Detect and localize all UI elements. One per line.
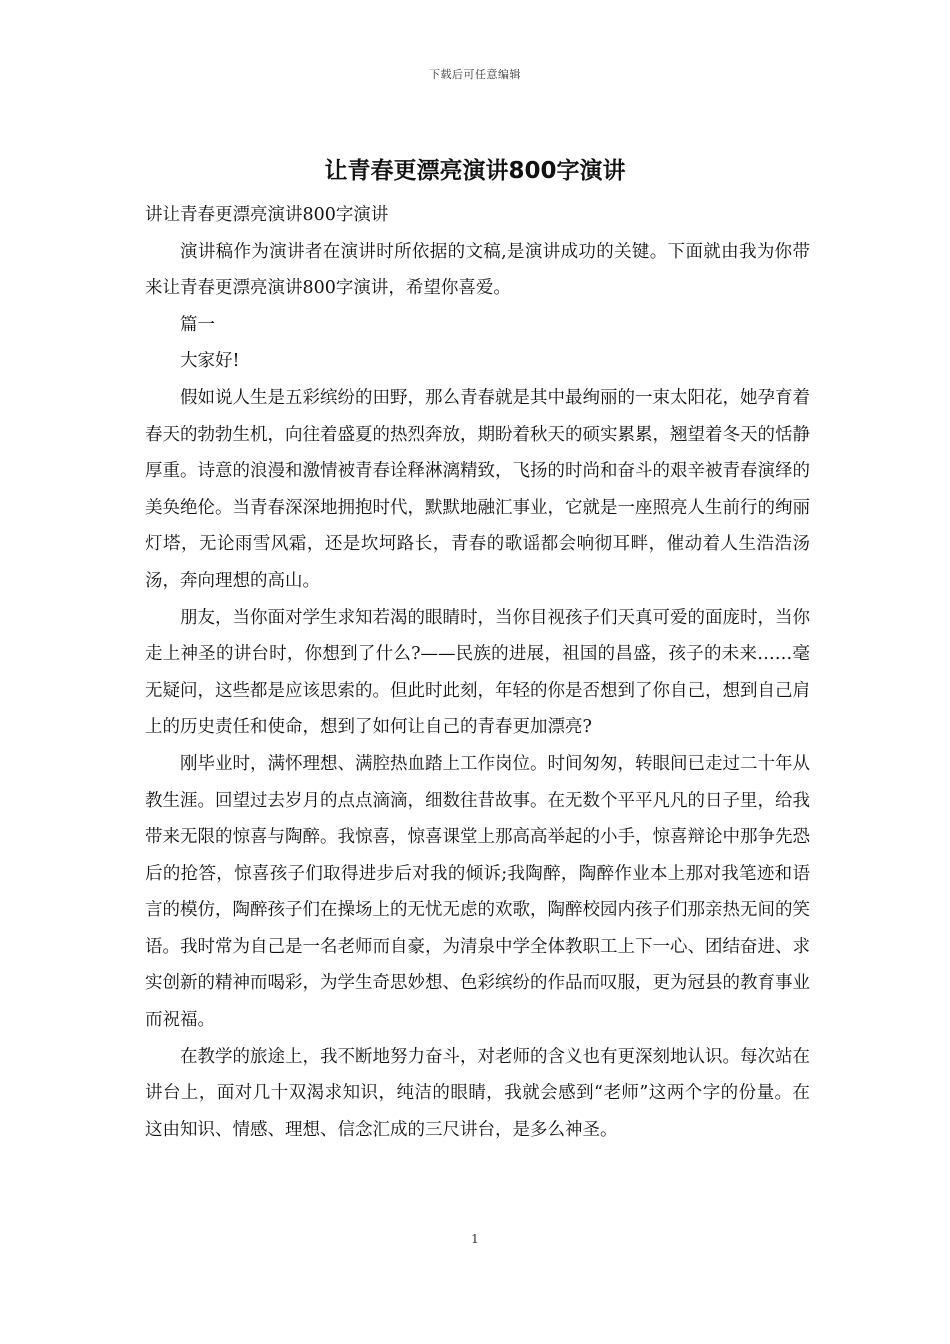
paragraph-intro: 演讲稿作为演讲者在演讲时所依据的文稿,是演讲成功的关键。下面就由我为你带来让青春更漂亮演讲800字演讲，希望你喜爱。: [145, 241, 810, 299]
section-heading: 篇一: [180, 314, 215, 335]
paragraph-body: 在教学的旅途上，我不断地努力奋斗，对老师的含义也有更深刻地认识。每次站在讲台上，面对几十双渴求知识，纯洁的眼睛，我就会感到“老师”这两个字的份量。在这由知识、情感、理想、信念汇成的三尺讲台，是多么神圣。: [145, 1046, 810, 1140]
page-header-note: 下载后可任意编辑: [429, 68, 521, 81]
document-title: 让青春更漂亮演讲800字演讲: [324, 158, 626, 184]
paragraph-greeting: 大家好!: [180, 351, 240, 372]
paragraph-body: 假如说人生是五彩缤纷的田野，那么青春就是其中最绚丽的一束太阳花，她孕育着春天的勃勃生机，向往着盛夏的热烈奔放，期盼着秋天的硕实累累，翘望着冬天的恬静厚重。诗意的浪漫和激情被青春诠释淋漓精致，飞扬的时尚和奋斗的艰辛被青春演绎的美奂绝伦。当青春深深地拥抱时代，默默地融汇事业，它就是一座照亮人生前行的绚丽灯塔，无论雨雪风霜，还是坎坷路长，青春的歌谣都会响彻耳畔，催动着人生浩浩汤汤，奔向理想的高山。: [145, 387, 810, 591]
document-body: [145, 197, 810, 1148]
document-subtitle: 讲让青春更漂亮演讲800字演讲: [145, 205, 389, 225]
paragraph-body: 朋友，当你面对学生求知若渴的眼睛时，当你目视孩子们天真可爱的面庞时，当你走上神圣的讲台时，你想到了什么?——民族的进展，祖国的昌盛，孩子的未来……毫无疑问，这些都是应该思索的。但此时此刻，年轻的你是否想到了你自己，想到自己肩上的历史责任和使命，想到了如何让自己的青春更加漂亮?: [145, 607, 810, 738]
page-number: 1: [471, 1232, 479, 1246]
paragraph-body: 刚毕业时，满怀理想、满腔热血踏上工作岗位。时间匆匆，转眼间已走过二十年从教生涯。回望过去岁月的点点滴滴，细数往昔故事。在无数个平平凡凡的日子里，给我带来无限的惊喜与陶醉。我惊喜，惊喜课堂上那高高举起的小手，惊喜辩论中那争先恐后的抢答，惊喜孩子们取得进步后对我的倾诉;我陶醉，陶醉作业本上那对我笔迹和语言的模仿，陶醉孩子们在操场上的无忧无虑的欢歌，陶醉校园内孩子们那亲热无间的笑语。我时常为自己是一名老师而自豪，为清泉中学全体教职工上下一心、团结奋进、求实创新的精神而喝彩，为学生奇思妙想、色彩缤纷的作品而叹服，更为冠县的教育事业而祝福。: [145, 753, 810, 1031]
